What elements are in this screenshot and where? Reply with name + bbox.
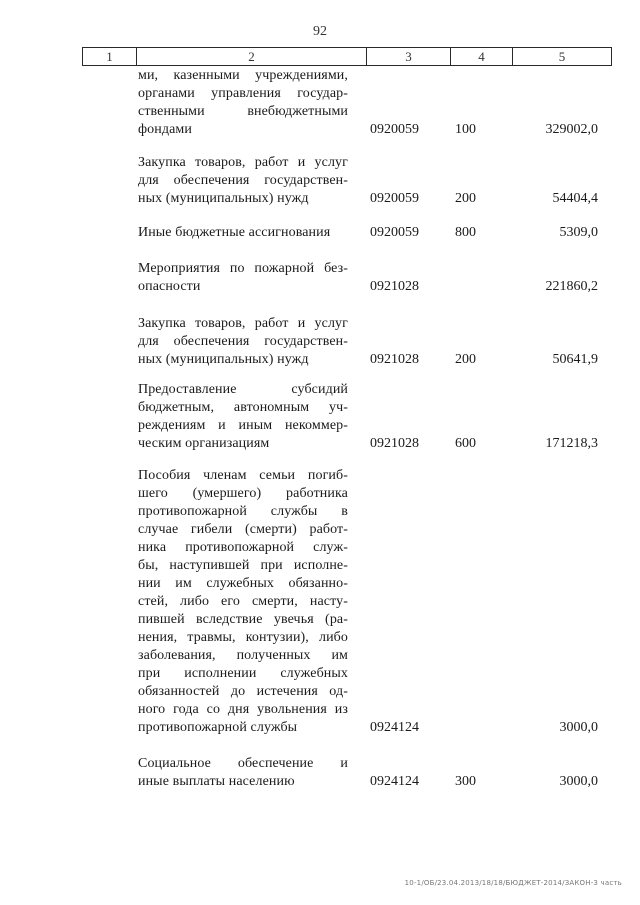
row-expense-type: 800 [455, 225, 476, 240]
description-line: ственными внебюджетными [138, 104, 348, 119]
description-line: обязанностей до истечения од- [138, 684, 348, 699]
row-expense-type: 200 [455, 191, 476, 206]
description-line: Закупка товаров, работ и услуг [138, 155, 348, 170]
column-header-3: 3 [367, 48, 451, 65]
row-expense-type: 100 [455, 122, 476, 137]
row-description [138, 67, 348, 139]
row-description [138, 260, 348, 296]
table-row [0, 381, 640, 453]
description-line: нии им служебных обязанно- [138, 576, 348, 591]
table-row [0, 467, 640, 737]
row-amount: 3000,0 [559, 720, 598, 735]
row-amount: 50641,9 [552, 352, 598, 367]
row-description [138, 467, 348, 737]
description-line: ми, казенными учреждениями, [138, 68, 348, 83]
row-code: 0921028 [370, 436, 419, 451]
row-code: 0920059 [370, 122, 419, 137]
table-row [0, 154, 640, 208]
description-line: Закупка товаров, работ и услуг [138, 316, 348, 331]
description-line: реждениям и иным некоммер- [138, 418, 348, 433]
row-expense-type: 200 [455, 352, 476, 367]
row-expense-type: 600 [455, 436, 476, 451]
column-header-row [82, 47, 612, 66]
column-header-5: 5 [558, 49, 566, 64]
column-header-4: 4 [451, 48, 513, 65]
description-line: бюджетным, автономным уч- [138, 400, 348, 415]
description-line: противопожарной службы в [138, 504, 348, 519]
description-line: органами управления государ- [138, 86, 348, 101]
description-line: пившей вследствие увечья (ра- [138, 612, 348, 627]
row-amount: 5309,0 [559, 225, 598, 240]
description-line: Иные бюджетные ассигнования [138, 225, 331, 240]
row-code: 0920059 [370, 225, 419, 240]
row-code: 0920059 [370, 191, 419, 206]
row-description [138, 154, 348, 208]
description-line: для обеспечения государствен- [138, 334, 348, 349]
description-line: ника противопожарной служ- [138, 540, 348, 555]
description-line: противопожарной службы [138, 720, 298, 735]
row-amount: 171218,3 [545, 436, 598, 451]
row-description [138, 315, 348, 369]
description-line: шего (умершего) работника [138, 486, 348, 501]
row-description [138, 224, 348, 242]
description-line: ных (муниципальных) нужд [138, 191, 309, 206]
footer-stamp: 10-1/ОБ/23.04.2013/18/18/БЮДЖЕТ-2014/ЗАКОН-3 часть [404, 879, 622, 887]
description-line: Пособия членам семьи погиб- [138, 468, 348, 483]
row-description [138, 381, 348, 453]
description-line: фондами [138, 122, 192, 137]
description-line: случае гибели (смерти) работ- [138, 522, 348, 537]
page-number: 92 [313, 24, 327, 39]
row-amount: 54404,4 [552, 191, 598, 206]
description-line: Социальное обеспечение и [138, 756, 348, 771]
row-code: 0924124 [370, 774, 419, 789]
description-line: бы, наступившей при исполне- [138, 558, 348, 573]
table-row [0, 315, 640, 369]
row-amount: 329002,0 [545, 122, 598, 137]
row-code: 0921028 [370, 352, 419, 367]
column-header-2: 2 [137, 48, 367, 65]
description-line: Предоставление субсидий [138, 382, 348, 397]
description-line: для обеспечения государствен- [138, 173, 348, 188]
description-line: опасности [138, 279, 201, 294]
row-code: 0921028 [370, 279, 419, 294]
table-row [0, 755, 640, 791]
column-header-1: 1 [83, 48, 137, 65]
description-line: ных (муниципальных) нужд [138, 352, 309, 367]
description-line: ного года со дня увольнения из [138, 702, 348, 717]
table-row [0, 224, 640, 242]
table-row [0, 260, 640, 296]
row-description [138, 755, 348, 791]
description-line: иные выплаты населению [138, 774, 295, 789]
table-row [0, 67, 640, 139]
row-amount: 3000,0 [559, 774, 598, 789]
description-line: ческим организациям [138, 436, 270, 451]
row-amount: 221860,2 [545, 279, 598, 294]
row-expense-type: 300 [455, 774, 476, 789]
description-line: нения, травмы, контузии), либо [138, 630, 348, 645]
description-line: стей, либо его смерти, насту- [138, 594, 348, 609]
description-line: при исполнении служебных [138, 666, 348, 681]
description-line: заболевания, полученных им [138, 648, 348, 663]
row-code: 0924124 [370, 720, 419, 735]
description-line: Мероприятия по пожарной без- [138, 261, 348, 276]
